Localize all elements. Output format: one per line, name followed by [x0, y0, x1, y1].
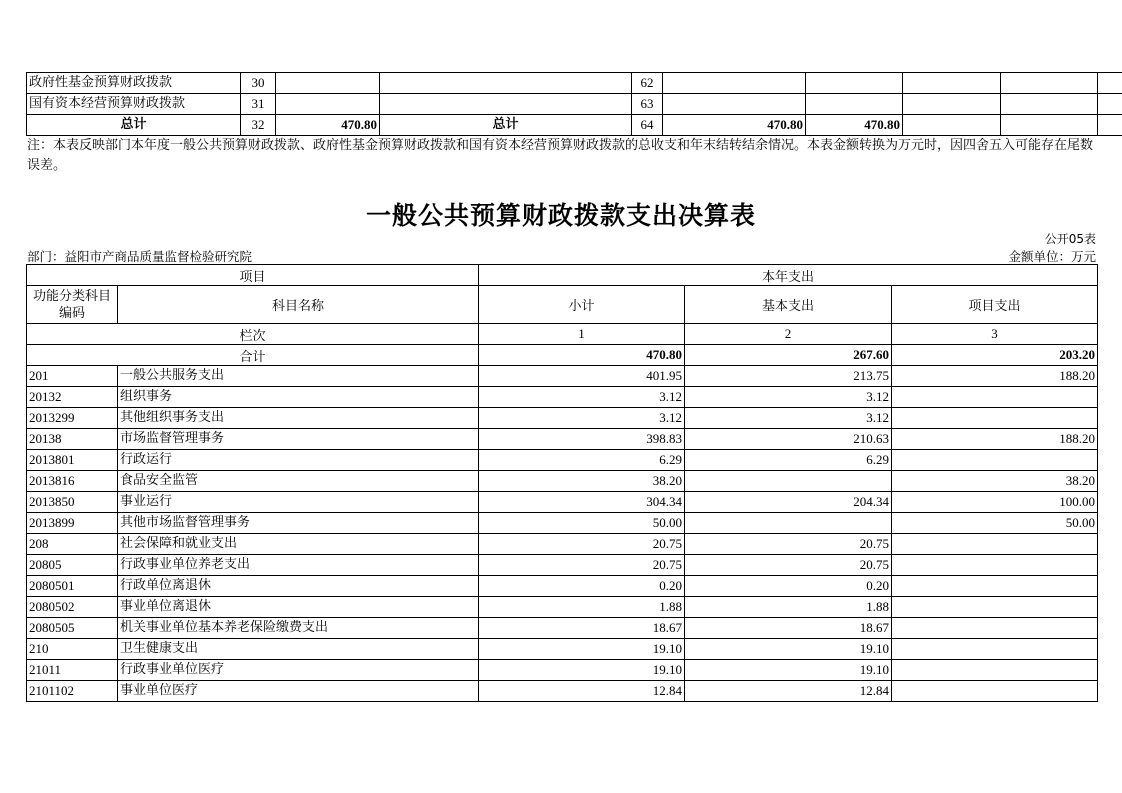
- summary-expense-project: [903, 73, 1001, 94]
- summary-empty-cell: [1098, 94, 1122, 115]
- row-code: 20132: [27, 387, 118, 408]
- row-project: [892, 597, 1098, 618]
- row-project: [892, 555, 1098, 576]
- table-row: [27, 471, 1098, 492]
- row-project: [892, 450, 1098, 471]
- expenditure-table-header: [27, 265, 1098, 366]
- table-row: [27, 366, 1098, 387]
- summary-line-number: 30: [241, 73, 276, 94]
- row-project: [892, 408, 1098, 429]
- row-subtotal: 12.84: [479, 681, 685, 702]
- row-basic: 204.34: [685, 492, 892, 513]
- row-project: 100.00: [892, 492, 1098, 513]
- row-subtotal: 3.12: [479, 408, 685, 429]
- header-line-label: 栏次: [27, 324, 479, 345]
- row-name: 行政事业单位医疗: [118, 660, 479, 681]
- row-basic: 1.88: [685, 597, 892, 618]
- row-name: 卫生健康支出: [118, 639, 479, 660]
- row-name: 事业运行: [118, 492, 479, 513]
- row-code: 2013816: [27, 471, 118, 492]
- row-name: 食品安全监管: [118, 471, 479, 492]
- header-name: 科目名称: [118, 286, 479, 324]
- row-subtotal: 19.10: [479, 639, 685, 660]
- form-number: 公开05表: [1044, 232, 1096, 246]
- header-code: 功能分类科目编码: [27, 286, 118, 324]
- table-row: [27, 408, 1098, 429]
- summary-row: [27, 94, 1122, 115]
- summary-line-number-2: 63: [632, 94, 663, 115]
- summary-expense-basic: [806, 73, 903, 94]
- summary-line-number-2: 64: [632, 115, 663, 136]
- summary-empty-cell: [1098, 115, 1122, 136]
- summary-income-value: 470.80: [276, 115, 380, 136]
- table-row: [27, 513, 1098, 534]
- row-basic: 210.63: [685, 429, 892, 450]
- row-basic: 19.10: [685, 660, 892, 681]
- header-project: 项目支出: [892, 286, 1098, 324]
- summary-expense-total: [663, 73, 806, 94]
- row-project: 188.20: [892, 366, 1098, 387]
- summary-row: [27, 115, 1122, 136]
- table-row: [27, 576, 1098, 597]
- table-row: [27, 534, 1098, 555]
- row-basic: 3.12: [685, 387, 892, 408]
- row-name: 一般公共服务支出: [118, 366, 479, 387]
- summary-expense-project: [903, 94, 1001, 115]
- row-code: 2013850: [27, 492, 118, 513]
- row-name: 社会保障和就业支出: [118, 534, 479, 555]
- row-basic: 18.67: [685, 618, 892, 639]
- total-basic: 267.60: [685, 345, 892, 366]
- row-name: 行政事业单位养老支出: [118, 555, 479, 576]
- row-code: 2101102: [27, 681, 118, 702]
- row-basic: 20.75: [685, 534, 892, 555]
- header-subtotal: 小计: [479, 286, 685, 324]
- table-row: [27, 660, 1098, 681]
- header-item: 项目: [27, 265, 479, 286]
- row-subtotal: 38.20: [479, 471, 685, 492]
- amount-unit-label: 金额单位：万元: [1008, 249, 1096, 264]
- total-project: 203.20: [892, 345, 1098, 366]
- row-basic: 0.20: [685, 576, 892, 597]
- row-name: 其他组织事务支出: [118, 408, 479, 429]
- table-row: [27, 492, 1098, 513]
- summary-income-value: [276, 73, 380, 94]
- row-name: 事业单位医疗: [118, 681, 479, 702]
- summary-carryover: [1001, 115, 1098, 136]
- summary-carryover: [1001, 73, 1098, 94]
- row-project: [892, 639, 1098, 660]
- row-basic: 20.75: [685, 555, 892, 576]
- summary-line-number-2: 62: [632, 73, 663, 94]
- summary-expense-total: [663, 94, 806, 115]
- summary-row: [27, 73, 1122, 94]
- summary-label: 总计: [27, 115, 241, 136]
- row-subtotal: 19.10: [479, 660, 685, 681]
- row-subtotal: 50.00: [479, 513, 685, 534]
- income-expense-summary-table: [26, 72, 1122, 136]
- row-code: 20805: [27, 555, 118, 576]
- summary-label-2: 总计: [380, 115, 632, 136]
- row-name: 其他市场监督管理事务: [118, 513, 479, 534]
- row-project: [892, 576, 1098, 597]
- row-name: 行政运行: [118, 450, 479, 471]
- expenditure-table-body: [27, 366, 1098, 702]
- row-subtotal: 6.29: [479, 450, 685, 471]
- department-label: 部门：益阳市产商品质量监督检验研究院: [27, 249, 253, 264]
- summary-expense-basic: 470.80: [806, 115, 903, 136]
- table-row: [27, 639, 1098, 660]
- row-code: 2013801: [27, 450, 118, 471]
- page-title: 一般公共预算财政拨款支出决算表: [365, 201, 756, 230]
- summary-label-2: [380, 94, 632, 115]
- table-row: [27, 429, 1098, 450]
- summary-label-2: [380, 73, 632, 94]
- table-row: [27, 681, 1098, 702]
- row-subtotal: 20.75: [479, 555, 685, 576]
- summary-line-number: 31: [241, 94, 276, 115]
- summary-label: 政府性基金预算财政拨款: [27, 73, 241, 94]
- summary-expense-total: 470.80: [663, 115, 806, 136]
- row-project: 38.20: [892, 471, 1098, 492]
- row-subtotal: 398.83: [479, 429, 685, 450]
- row-project: [892, 618, 1098, 639]
- row-code: 208: [27, 534, 118, 555]
- row-basic: [685, 513, 892, 534]
- table-row: [27, 618, 1098, 639]
- header-col2: 2: [685, 324, 892, 345]
- row-basic: [685, 471, 892, 492]
- row-name: 行政单位离退休: [118, 576, 479, 597]
- row-project: 188.20: [892, 429, 1098, 450]
- total-label: 合计: [27, 345, 479, 366]
- header-col1: 1: [479, 324, 685, 345]
- table-row: [27, 597, 1098, 618]
- summary-carryover: [1001, 94, 1098, 115]
- row-subtotal: 401.95: [479, 366, 685, 387]
- row-code: 2080502: [27, 597, 118, 618]
- row-basic: 6.29: [685, 450, 892, 471]
- summary-line-number: 32: [241, 115, 276, 136]
- row-code: 201: [27, 366, 118, 387]
- row-name: 事业单位离退休: [118, 597, 479, 618]
- row-basic: 213.75: [685, 366, 892, 387]
- row-subtotal: 0.20: [479, 576, 685, 597]
- row-name: 组织事务: [118, 387, 479, 408]
- row-project: [892, 534, 1098, 555]
- table-row: [27, 555, 1098, 576]
- row-subtotal: 1.88: [479, 597, 685, 618]
- row-code: 2013899: [27, 513, 118, 534]
- expenditure-table: [26, 264, 1098, 702]
- row-code: 21011: [27, 660, 118, 681]
- summary-table-body: [27, 73, 1122, 136]
- header-col3: 3: [892, 324, 1098, 345]
- row-code: 2080505: [27, 618, 118, 639]
- row-subtotal: 18.67: [479, 618, 685, 639]
- summary-empty-cell: [1098, 73, 1122, 94]
- row-subtotal: 20.75: [479, 534, 685, 555]
- total-subtotal: 470.80: [479, 345, 685, 366]
- row-name: 机关事业单位基本养老保险缴费支出: [118, 618, 479, 639]
- table-row: [27, 450, 1098, 471]
- table-row: [27, 387, 1098, 408]
- row-project: [892, 681, 1098, 702]
- summary-income-value: [276, 94, 380, 115]
- row-code: 210: [27, 639, 118, 660]
- row-project: 50.00: [892, 513, 1098, 534]
- row-basic: 19.10: [685, 639, 892, 660]
- summary-label: 国有资本经营预算财政拨款: [27, 94, 241, 115]
- summary-expense-project: [903, 115, 1001, 136]
- row-code: 2080501: [27, 576, 118, 597]
- row-basic: 3.12: [685, 408, 892, 429]
- header-basic: 基本支出: [685, 286, 892, 324]
- row-code: 2013299: [27, 408, 118, 429]
- row-name: 市场监督管理事务: [118, 429, 479, 450]
- summary-expense-basic: [806, 94, 903, 115]
- header-current-year: 本年支出: [479, 265, 1098, 286]
- row-project: [892, 387, 1098, 408]
- row-basic: 12.84: [685, 681, 892, 702]
- table-note: 注：本表反映部门本年度一般公共预算财政拨款、政府性基金预算财政拨款和国有资本经营预算财政拨款的总收支和年末结转结余情况。本表金额转换为万元时，因四舍五入可能存在尾数误差。: [27, 138, 1094, 173]
- row-code: 20138: [27, 429, 118, 450]
- row-subtotal: 304.34: [479, 492, 685, 513]
- row-subtotal: 3.12: [479, 387, 685, 408]
- row-project: [892, 660, 1098, 681]
